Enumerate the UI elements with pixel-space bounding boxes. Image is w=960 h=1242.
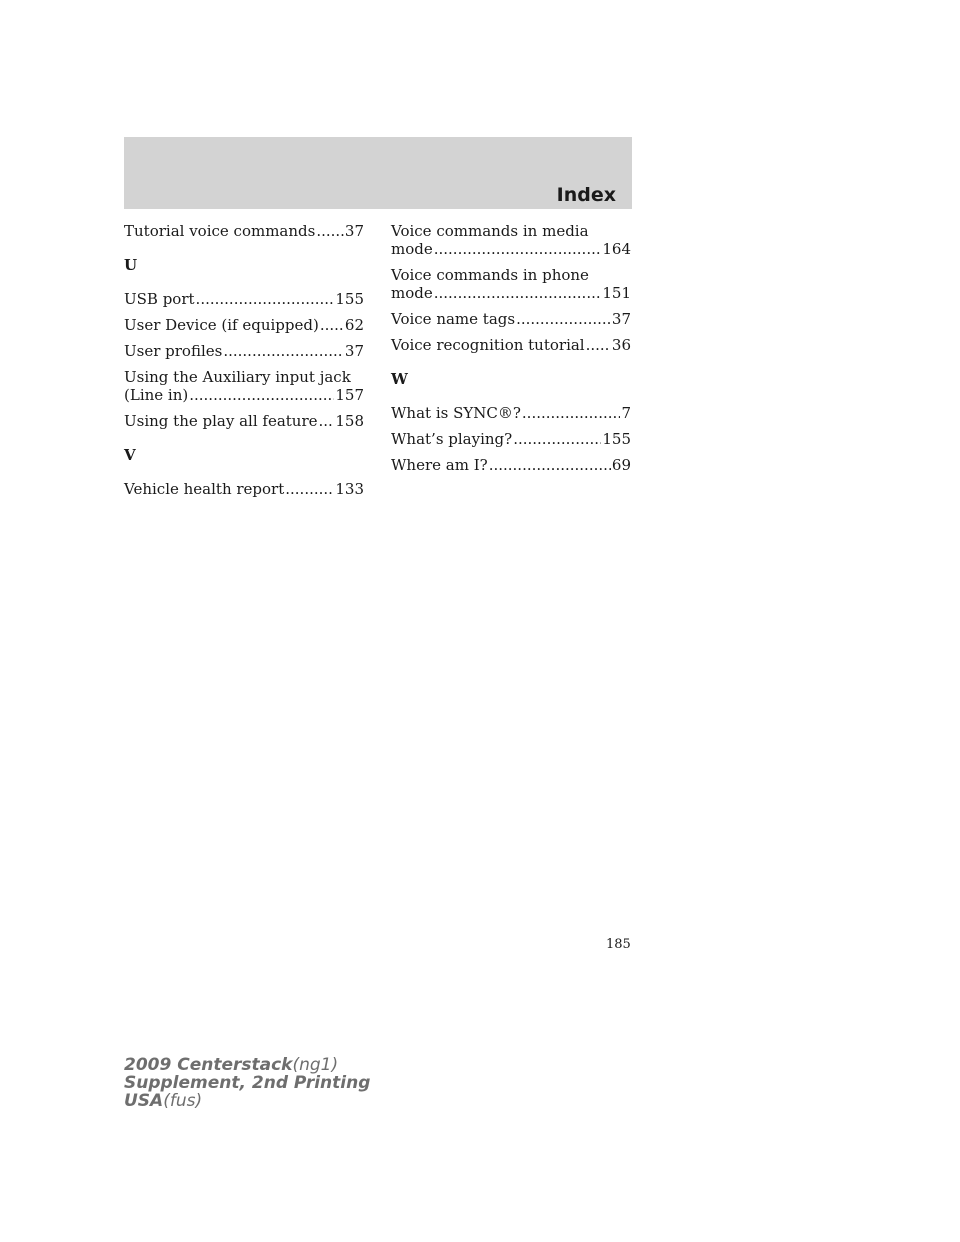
index-entry — [124, 342, 364, 360]
index-entry — [391, 266, 631, 302]
index-entry-line — [391, 240, 631, 258]
index-entry-text: User profiles — [124, 342, 223, 360]
index-entry-page: 69 — [611, 456, 631, 474]
index-entry-page: 37 — [611, 310, 631, 328]
index-entry-page: 157 — [335, 386, 364, 404]
index-column-left — [124, 222, 364, 506]
index-entry-page: 151 — [602, 284, 631, 302]
index-entry — [391, 430, 631, 448]
index-entry-text: (Line in) — [124, 386, 189, 404]
footer-line-3 — [124, 1092, 370, 1110]
index-entry-text: What’s playing? — [391, 430, 513, 448]
index-letter-heading: V — [124, 446, 136, 464]
dot-leader — [189, 386, 334, 404]
dot-leader — [223, 342, 344, 360]
index-entry-page: 158 — [335, 412, 364, 430]
footer-publication-title: 2009 Centerstack — [124, 1055, 293, 1075]
dot-leader — [316, 222, 344, 240]
index-entry — [124, 316, 364, 334]
dot-leader — [434, 240, 602, 258]
index-entry — [391, 222, 631, 258]
index-entry — [124, 368, 364, 404]
index-entry-line — [124, 316, 364, 334]
index-entry — [391, 404, 631, 422]
index-entry-text: What is SYNC®? — [391, 404, 521, 422]
index-entry — [124, 290, 364, 308]
index-entry-page: 36 — [611, 336, 631, 354]
index-entry — [124, 480, 364, 498]
index-entry — [391, 310, 631, 328]
index-entry-line — [124, 412, 364, 430]
index-entry-page: 37 — [344, 342, 364, 360]
dot-leader — [285, 480, 334, 498]
footer-line-2 — [124, 1074, 370, 1092]
page-number: 185 — [606, 937, 631, 952]
index-entry-text: Voice commands in media — [391, 222, 589, 240]
section-header-band — [124, 137, 632, 209]
section-title: Index — [556, 184, 616, 206]
footer-market-code: (fus) — [163, 1091, 203, 1111]
index-entry-line — [391, 284, 631, 302]
index-entry — [391, 336, 631, 354]
dot-leader — [516, 310, 611, 328]
dot-leader — [320, 316, 344, 334]
index-entry-page: 155 — [335, 290, 364, 308]
dot-leader — [586, 336, 611, 354]
index-entry-text: Tutorial voice commands — [124, 222, 316, 240]
index-entry-text: mode — [391, 240, 433, 258]
index-entry-page: 62 — [344, 316, 364, 334]
index-entry-line — [124, 342, 364, 360]
footer-line-1 — [124, 1056, 370, 1074]
index-entry-text: Voice commands in phone — [391, 266, 589, 284]
index-entry-text: mode — [391, 284, 433, 302]
index-entry-page: 133 — [335, 480, 364, 498]
dot-leader — [434, 284, 602, 302]
dot-leader — [522, 404, 621, 422]
index-entry-page: 7 — [621, 404, 631, 422]
index-entry-text: Using the Auxiliary input jack — [124, 368, 351, 386]
index-entry-line — [391, 336, 631, 354]
index-entry-text: Where am I? — [391, 456, 488, 474]
index-entry — [124, 412, 364, 430]
index-letter-heading: W — [391, 370, 408, 388]
footer-market: USA — [124, 1091, 164, 1111]
index-entry-line — [391, 430, 631, 448]
index-entry-line — [391, 310, 631, 328]
index-entry-line — [391, 404, 631, 422]
index-entry-line — [124, 386, 364, 404]
index-entry-page: 37 — [344, 222, 364, 240]
index-column-right — [391, 222, 631, 482]
dot-leader — [196, 290, 335, 308]
index-entry-text: User Device (if equipped) — [124, 316, 319, 334]
index-entry-text: Voice name tags — [391, 310, 516, 328]
index-entry-line — [124, 222, 364, 240]
index-entry-page: 155 — [602, 430, 631, 448]
footer-printing: Supplement, 2nd Printing — [124, 1073, 371, 1093]
index-entry-text: Voice recognition tutorial — [391, 336, 585, 354]
index-entry-line — [124, 480, 364, 498]
index-entry-text: Vehicle health report — [124, 480, 285, 498]
index-entry-text: USB port — [124, 290, 195, 308]
dot-leader — [513, 430, 601, 448]
document-footer — [124, 1056, 370, 1110]
index-entry-text: Using the play all feature — [124, 412, 318, 430]
dot-leader — [489, 456, 611, 474]
index-letter-heading: U — [124, 256, 138, 274]
index-entry-line — [124, 290, 364, 308]
index-entry — [391, 456, 631, 474]
index-entry — [124, 222, 364, 240]
dot-leader — [319, 412, 335, 430]
footer-publication-code: (ng1) — [292, 1055, 339, 1075]
index-entry-line — [391, 456, 631, 474]
index-entry-page: 164 — [602, 240, 631, 258]
